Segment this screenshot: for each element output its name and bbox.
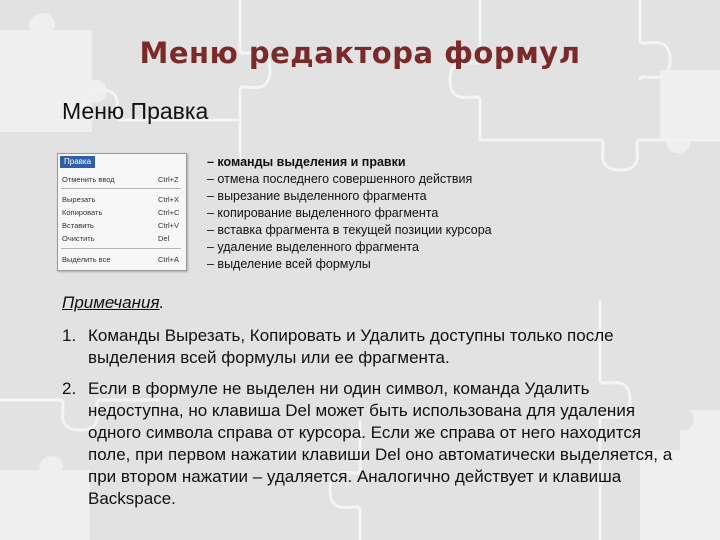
description-line: – вырезание выделенного фрагмента bbox=[207, 189, 427, 203]
menu-descriptions bbox=[207, 154, 492, 273]
note-text: Команды Вырезать, Копировать и Удалить доступны только после выделения всей формулы или ее фрагмента. bbox=[88, 326, 614, 367]
slide-title: Меню редактора формул bbox=[139, 36, 581, 70]
menu-item-shortcut: Ctrl+Z bbox=[158, 175, 179, 184]
note-number: 1. bbox=[62, 326, 77, 345]
menu-item-label: Выделить все bbox=[62, 255, 111, 264]
note-number: 2. bbox=[62, 379, 77, 398]
description-line: – выделение всей формулы bbox=[207, 257, 371, 271]
description-line: – копирование выделенного фрагмента bbox=[207, 206, 439, 220]
menu-item-shortcut: Ctrl+X bbox=[158, 195, 180, 204]
description-line: – отмена последнего совершенного действия bbox=[207, 172, 473, 186]
note-item bbox=[62, 325, 682, 369]
edit-menu-screenshot bbox=[57, 153, 187, 271]
notes-list bbox=[62, 325, 682, 519]
menu-item-label: Вставить bbox=[62, 221, 94, 230]
menu-header: Правка bbox=[60, 156, 95, 168]
menu-item-paste bbox=[58, 220, 186, 231]
notes-heading-period: . bbox=[159, 293, 165, 312]
menu-item-shortcut: Ctrl+A bbox=[158, 255, 180, 264]
menu-item-cut bbox=[58, 194, 186, 205]
note-text: Если в формуле не выделен ни один символ, команда Удалить недоступна, но клавиша Del может быть использована для удаления одного символа справа от курсора. Если же справа от него находится поле, при первом нажатии клавиши Del оно автоматически выделяется, а при втором нажатии – удаляется. Аналогично действует и клавиша Backspace. bbox=[88, 379, 673, 508]
description-line: – вставка фрагмента в текущей позиции курсора bbox=[207, 223, 492, 237]
menu-item-label: Очистить bbox=[62, 234, 95, 243]
menu-item-shortcut: Ctrl+C bbox=[158, 208, 180, 217]
menu-item-shortcut: Del bbox=[158, 234, 170, 243]
note-item bbox=[62, 378, 682, 510]
menu-item-shortcut: Ctrl+V bbox=[158, 221, 180, 230]
menu-item-label: Копировать bbox=[62, 208, 103, 217]
notes-heading bbox=[62, 293, 164, 313]
menu-item-clear bbox=[58, 233, 186, 244]
menu-item-label: Отменить ввод bbox=[62, 175, 115, 184]
descriptions-heading: – команды выделения и правки bbox=[207, 155, 406, 169]
menu-divider bbox=[61, 248, 181, 249]
description-line: – удаление выделенного фрагмента bbox=[207, 240, 419, 254]
menu-item-label: Вырезать bbox=[62, 195, 96, 204]
menu-divider bbox=[61, 188, 181, 189]
slide-subtitle: Меню Правка bbox=[62, 98, 209, 124]
menu-item-undo bbox=[58, 174, 186, 185]
menu-item-copy bbox=[58, 207, 186, 218]
menu-item-select-all bbox=[58, 254, 186, 265]
notes-heading-text: Примечания bbox=[62, 293, 160, 312]
